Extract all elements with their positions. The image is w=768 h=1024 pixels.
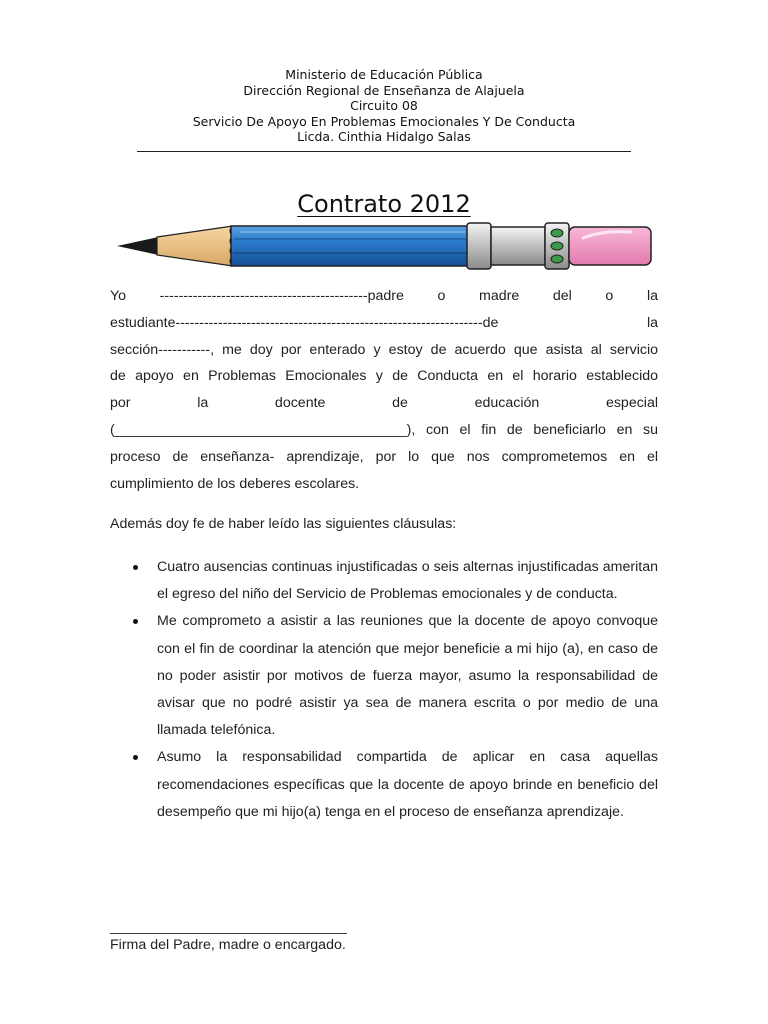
clauses-list xyxy=(110,554,658,826)
pencil-icon xyxy=(115,218,655,274)
signature-label: Firma del Padre, madre o encargado. xyxy=(110,937,346,953)
clause-item: Asumo la responsabilidad compartida de aplicar en casa aquellas recomendaciones específicas que la docente de apoyo brinde en beneficio del desempeño que mi hijo(a) tenga en el proceso de enseñanza aprendizaje. xyxy=(110,744,658,826)
paragraph-line: estudiante-----------------------------------------------------------------de la xyxy=(110,314,658,331)
signature-line: ______________________________ xyxy=(110,919,347,935)
header-ministry: Ministerio de Educación Pública xyxy=(285,67,483,82)
contract-paragraph xyxy=(110,283,658,497)
paragraph-line: cumplimiento de los deberes escolares. xyxy=(110,475,360,492)
paragraph-line: Yo --------------------------------------------padre o madre del o la xyxy=(110,288,658,304)
clauses-intro: Además doy fe de haber leído las siguientes cláusulas: xyxy=(110,516,457,532)
page-title: Contrato 2012 xyxy=(297,190,471,218)
clause-item: Cuatro ausencias continuas injustificadas o seis alternas injustificadas ameritan el egreso del niño del Servicio de Problemas emocionales y de conducta. xyxy=(110,554,658,608)
paragraph-line: sección-----------, me doy por enterado y estoy de acuerdo que asista al servicio xyxy=(110,341,658,358)
paragraph-line: proceso de enseñanza- aprendizaje, por lo que nos comprometemos en el xyxy=(110,448,658,465)
document-header xyxy=(0,67,768,152)
header-circuit: Circuito 08 xyxy=(350,98,418,113)
header-divider xyxy=(137,151,631,152)
header-regional-direction: Dirección Regional de Enseñanza de Alajuela xyxy=(243,82,525,98)
paragraph-line: por la docente de educación especial xyxy=(110,395,658,412)
header-service: Servicio De Apoyo En Problemas Emocionales Y De Conducta xyxy=(192,113,576,129)
signature-block xyxy=(110,918,347,954)
paragraph-line: de apoyo en Problemas Emocionales y de Conducta en el horario establecido xyxy=(110,368,658,385)
clause-item: Me comprometo a asistir a las reuniones que la docente de apoyo convoque con el fin de coordinar la atención que mejor beneficie a mi hijo (a), en caso de no poder asistir por motivos de fuerza mayor, asumo la responsabilidad de avisar que no podré asistir ya sea de manera escrita o por medio de una llamada telefónica. xyxy=(110,608,658,744)
header-teacher: Licda. Cinthia Hidalgo Salas xyxy=(297,129,471,144)
paragraph-line: (_____________________________________), con el fin de beneficiarlo en su xyxy=(110,421,658,438)
